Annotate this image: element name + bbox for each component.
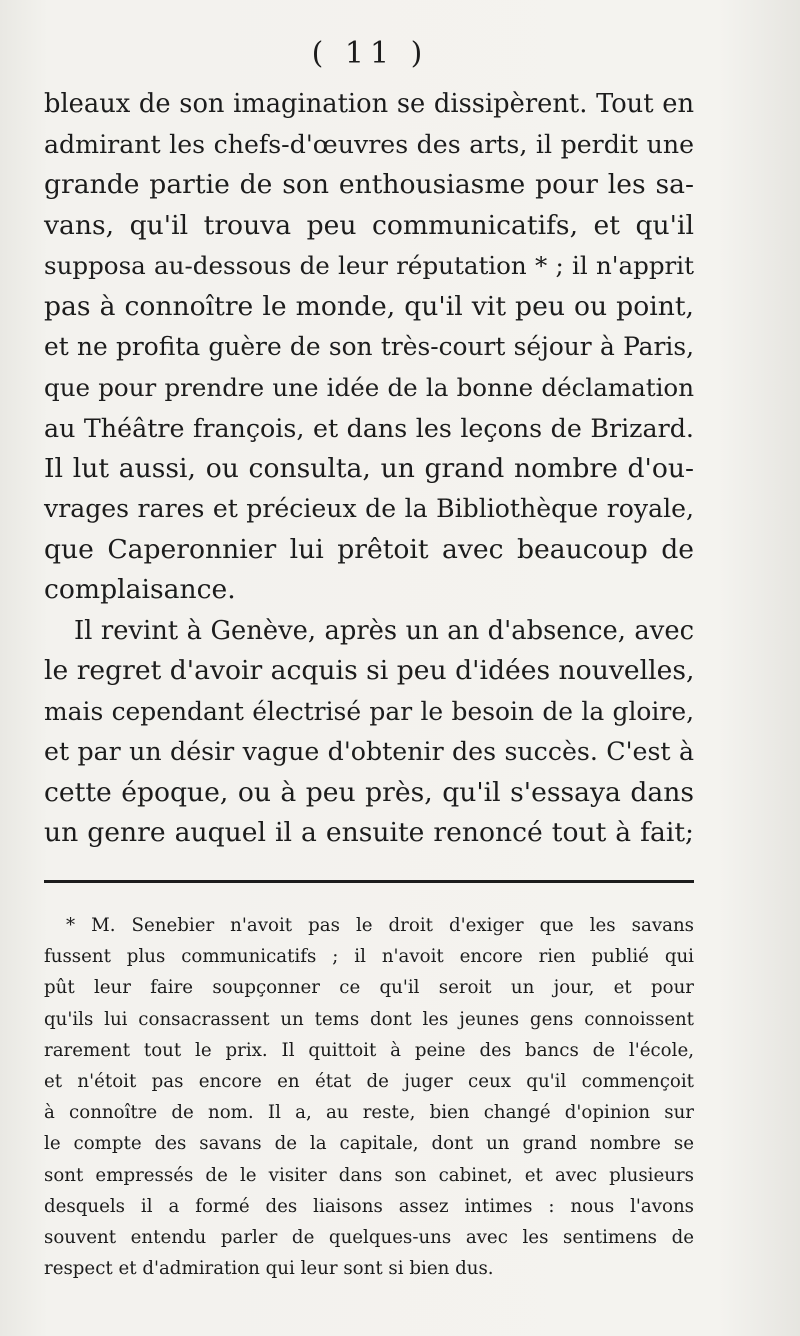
footnote-line: * M. Senebier n'avoit pas le droit d'exiger que les savans [66, 915, 694, 936]
text-line: cette époque, ou à peu près, qu'il s'essaya dans [44, 776, 694, 808]
text-line: admirant les chefs-d'œuvres des arts, il perdit une [44, 129, 694, 159]
text-line: Il lut aussi, ou consulta, un grand nombre d'ou- [44, 452, 694, 484]
text-line: et par un désir vague d'obtenir des succès. C'est à [44, 737, 694, 766]
text-line: vans, qu'il trouva peu communicatifs, et qu'il [44, 209, 694, 241]
text-line: supposa au-dessous de leur réputation * ; il n'apprit [44, 251, 694, 280]
text-line: que pour prendre une idée de la bonne déclamation [44, 372, 694, 402]
page-number: ( 11 ) [311, 36, 429, 71]
footnote-line: le compte des savans de la capitale, dont un grand nombre se [44, 1133, 694, 1155]
footnote-line: à connoître de nom. Il a, au reste, bien changé d'opinion sur [44, 1102, 694, 1124]
footnote-line: fussent plus communicatifs ; il n'avoit encore rien publié qui [44, 946, 694, 968]
text-line: un genre auquel il a ensuite renoncé tout à fait; [44, 817, 694, 848]
text-line: grande partie de son enthousiasme pour les sa- [44, 169, 694, 200]
footnote-line: et n'étoit pas encore en état de juger ceux qu'il commençoit [44, 1070, 694, 1092]
text-line: complaisance. [44, 574, 236, 605]
footnote-line: respect et d'admiration qui leur sont si bien dus. [44, 1258, 494, 1280]
paragraph-first-line: Il revint à Genève, après un an d'absence, avec [74, 615, 694, 646]
text-line: pas à connoître le monde, qu'il vit peu ou point, [44, 290, 694, 322]
footnote-line: souvent entendu parler de quelques-uns avec les sentimens de [44, 1226, 694, 1248]
main-text [44, 84, 694, 854]
text-line: le regret d'avoir acquis si peu d'idées nouvelles, [44, 655, 695, 686]
text-line: au Théâtre françois, et dans les leçons de Brizard. [44, 413, 694, 443]
text-line: et ne profita guère de son très-court séjour à Paris, [44, 332, 694, 361]
footnote-line: rarement tout le prix. Il quittoit à peine des bancs de l'école, [44, 1039, 694, 1061]
text-line: vrages rares et précieux de la Bibliothèque royale, [44, 494, 694, 523]
text-line: mais cependant électrisé par le besoin de la gloire, [44, 696, 694, 726]
footnote-line: sont empressés de le visiter dans son cabinet, et avec plusieurs [44, 1164, 694, 1186]
footnote-line: qu'ils lui consacrassent un tems dont les jeunes gens connoissent [44, 1008, 694, 1030]
footnote [44, 910, 694, 1284]
footnote-divider [44, 880, 694, 883]
footnote-line: desquels il a formé des liaisons assez intimes : nous l'avons [44, 1195, 694, 1217]
text-line: que Caperonnier lui prêtoit avec beaucoup de [44, 533, 694, 565]
text-line: bleaux de son imagination se dissipèrent. Tout en [44, 89, 694, 119]
footnote-line: pût leur faire soupçonner ce qu'il seroit un jour, et pour [44, 977, 694, 999]
